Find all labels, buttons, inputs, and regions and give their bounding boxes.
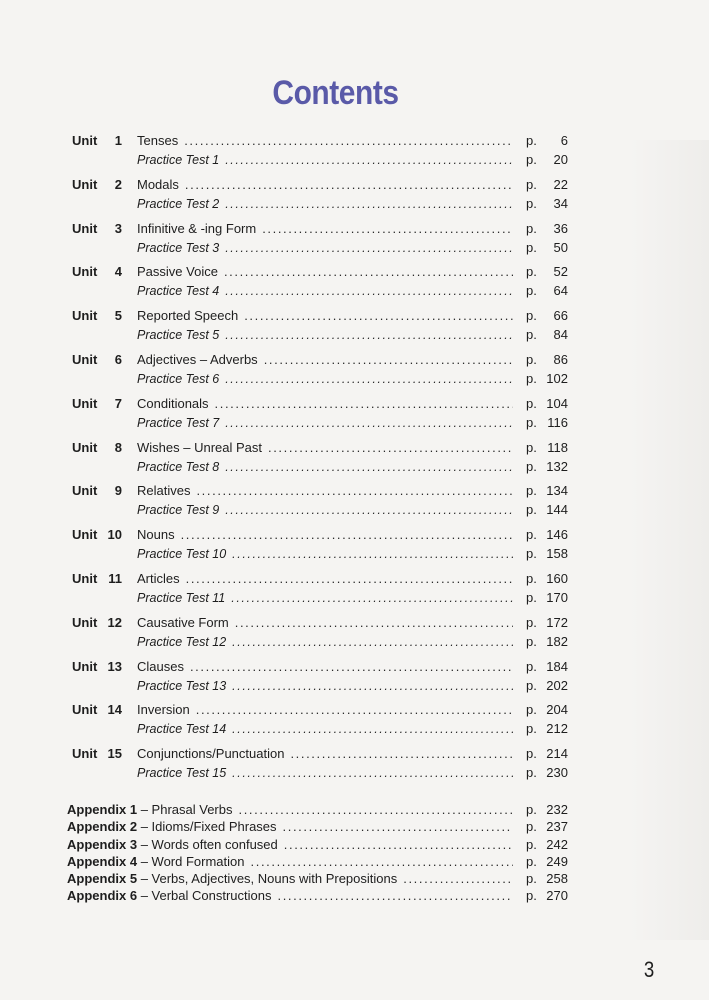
practice-test-line — [0, 151, 709, 169]
unit-entry — [0, 482, 709, 526]
practice-test-title: Practice Test 12 — [137, 634, 227, 649]
practice-test-line — [0, 370, 709, 388]
appendix-link[interactable] — [67, 818, 513, 835]
appendix-page: 270 — [546, 888, 568, 904]
unit-title-link[interactable] — [137, 701, 513, 719]
appendix-link[interactable] — [67, 870, 513, 887]
appendix-title: Idioms/Fixed Phrases — [151, 819, 277, 835]
appendix-separator: – — [137, 836, 152, 852]
appendix-entry — [0, 818, 709, 835]
practice-test-link[interactable] — [137, 545, 513, 563]
unit-line — [0, 263, 709, 281]
page-prefix: p. — [526, 239, 537, 255]
unit-label: Unit — [72, 483, 98, 499]
practice-test-link[interactable] — [137, 239, 513, 257]
practice-test-page: 116 — [547, 414, 568, 430]
dot-leader — [190, 658, 513, 676]
unit-line — [0, 307, 709, 325]
unit-line — [0, 482, 709, 500]
unit-number: 7 — [114, 395, 122, 411]
dot-leader — [278, 887, 514, 904]
unit-line — [0, 570, 709, 588]
page-prefix: p. — [526, 614, 537, 630]
page-prefix: p. — [526, 802, 537, 817]
unit-number: 9 — [114, 483, 122, 499]
practice-test-title: Practice Test 14 — [137, 722, 227, 737]
unit-title-link[interactable] — [137, 745, 513, 763]
page-prefix: p. — [526, 395, 537, 411]
appendix-title: Verbs, Adjectives, Nouns with Prepositions — [151, 871, 398, 887]
appendix-title: Word Formation — [151, 853, 245, 869]
dot-leader — [225, 414, 513, 432]
page-title: Contents — [272, 74, 399, 112]
dot-leader — [225, 195, 513, 213]
practice-test-link[interactable] — [137, 370, 513, 388]
page-number: 3 — [643, 957, 655, 982]
practice-test-line — [0, 720, 709, 738]
appendix-separator: – — [137, 802, 152, 817]
page-prefix: p. — [526, 283, 537, 299]
dot-leader — [225, 239, 513, 257]
appendix-label: Appendix 2 — [67, 819, 138, 835]
appendix-separator: – — [137, 888, 152, 904]
unit-page: 214 — [546, 746, 568, 762]
dot-leader — [225, 501, 513, 519]
unit-label: Unit — [72, 746, 98, 762]
practice-test-line — [0, 677, 709, 695]
practice-test-link[interactable] — [137, 720, 513, 738]
unit-entry — [0, 526, 709, 570]
page-prefix: p. — [526, 414, 537, 430]
unit-label: Unit — [72, 395, 98, 411]
unit-line — [0, 439, 709, 457]
unit-title: Relatives — [137, 483, 191, 499]
unit-title: Articles — [137, 570, 180, 586]
unit-line — [0, 526, 709, 544]
unit-title: Passive Voice — [137, 264, 218, 280]
appendix-separator: – — [137, 819, 152, 835]
dot-leader — [284, 836, 513, 853]
practice-test-link[interactable] — [137, 195, 513, 213]
unit-label: Unit — [72, 614, 98, 630]
practice-test-title: Practice Test 13 — [137, 678, 227, 693]
practice-test-page: 158 — [546, 546, 568, 562]
practice-test-title: Practice Test 4 — [137, 284, 220, 299]
practice-test-line — [0, 589, 709, 607]
practice-test-page: 50 — [553, 239, 568, 255]
unit-title: Infinitive & -ing Form — [137, 220, 257, 236]
dot-leader — [235, 614, 513, 632]
appendix-title: Words often confused — [151, 836, 278, 852]
page-prefix: p. — [526, 133, 537, 148]
practice-test-page: 64 — [553, 283, 568, 299]
practice-test-line — [0, 282, 709, 300]
unit-title: Clauses — [137, 658, 184, 674]
dot-leader — [215, 395, 513, 413]
unit-number: 10 — [107, 527, 122, 543]
page-prefix: p. — [526, 677, 537, 693]
practice-test-line — [0, 195, 709, 213]
unit-page: 6 — [560, 133, 568, 148]
practice-test-title: Practice Test 15 — [137, 766, 227, 781]
unit-number: 11 — [108, 570, 122, 586]
practice-test-title: Practice Test 3 — [137, 240, 220, 255]
practice-test-page: 212 — [546, 721, 568, 737]
appendix-entry — [0, 887, 709, 904]
appendix-list — [0, 801, 709, 905]
unit-title-link[interactable] — [137, 351, 513, 369]
unit-title-link[interactable] — [137, 482, 513, 500]
practice-test-link[interactable] — [137, 151, 513, 169]
unit-entry — [0, 176, 709, 220]
unit-line — [0, 176, 709, 194]
page-prefix: p. — [526, 176, 537, 192]
unit-title-link[interactable] — [137, 614, 513, 632]
unit-title-link[interactable] — [137, 132, 513, 150]
dot-leader — [225, 151, 513, 169]
unit-title-link[interactable] — [137, 439, 513, 457]
unit-label: Unit — [72, 527, 98, 543]
page-prefix: p. — [526, 502, 537, 518]
unit-entry — [0, 220, 709, 264]
page-prefix: p. — [526, 483, 537, 499]
unit-title: Adjectives – Adverbs — [137, 351, 258, 367]
practice-test-link[interactable] — [137, 501, 513, 519]
dot-leader — [264, 351, 513, 369]
practice-test-page: 102 — [546, 370, 568, 386]
units-list — [0, 132, 709, 789]
practice-test-page: 202 — [546, 677, 568, 693]
appendix-entry — [0, 870, 709, 887]
unit-title-link[interactable] — [137, 526, 513, 544]
page-prefix: p. — [526, 458, 537, 474]
dot-leader — [184, 132, 513, 150]
dot-leader — [262, 220, 513, 238]
appendix-entry — [0, 853, 709, 870]
unit-entry — [0, 439, 709, 483]
appendix-separator: – — [137, 853, 152, 869]
unit-page: 104 — [546, 395, 568, 411]
unit-entry — [0, 132, 709, 176]
unit-page: 118 — [547, 439, 568, 455]
practice-test-link[interactable] — [137, 633, 513, 651]
unit-number: 5 — [114, 308, 122, 324]
unit-line — [0, 351, 709, 369]
appendix-page: 249 — [546, 853, 568, 869]
page-prefix: p. — [526, 702, 537, 718]
unit-entry — [0, 614, 709, 658]
unit-label: Unit — [72, 658, 98, 674]
practice-test-link[interactable] — [137, 326, 513, 344]
dot-leader — [225, 458, 513, 476]
unit-line — [0, 745, 709, 763]
unit-page: 36 — [553, 220, 568, 236]
practice-test-line — [0, 458, 709, 476]
practice-test-line — [0, 326, 709, 344]
dot-leader — [290, 745, 513, 763]
unit-label: Unit — [72, 264, 98, 280]
practice-test-title: Practice Test 5 — [137, 328, 220, 343]
practice-test-page: 144 — [546, 502, 568, 518]
practice-test-page: 34 — [553, 195, 568, 211]
page-prefix: p. — [526, 351, 537, 367]
unit-number: 14 — [107, 702, 122, 718]
unit-label: Unit — [72, 439, 98, 455]
dot-leader — [268, 439, 513, 457]
unit-title-link[interactable] — [137, 570, 513, 588]
page-prefix: p. — [526, 439, 537, 455]
practice-test-line — [0, 414, 709, 432]
practice-test-page: 170 — [546, 589, 568, 605]
page-prefix: p. — [526, 853, 537, 869]
unit-number: 3 — [114, 220, 122, 236]
unit-entry — [0, 263, 709, 307]
unit-title: Conjunctions/Punctuation — [137, 746, 285, 762]
unit-entry — [0, 701, 709, 745]
appendix-title: Phrasal Verbs — [151, 802, 233, 817]
practice-test-link[interactable] — [137, 414, 513, 432]
unit-number: 12 — [107, 614, 122, 630]
page-prefix: p. — [526, 819, 537, 835]
unit-number: 1 — [114, 133, 122, 148]
unit-title: Reported Speech — [137, 308, 239, 324]
practice-test-page: 84 — [553, 327, 568, 343]
dot-leader — [225, 370, 513, 388]
unit-number: 8 — [114, 439, 122, 455]
unit-page: 66 — [553, 308, 568, 324]
practice-test-page: 230 — [546, 765, 568, 781]
page-prefix: p. — [526, 589, 537, 605]
unit-line — [0, 220, 709, 238]
unit-page: 160 — [546, 570, 568, 586]
unit-page: 86 — [553, 351, 568, 367]
dot-leader — [403, 870, 513, 887]
unit-line — [0, 658, 709, 676]
dot-leader — [232, 764, 513, 782]
page-prefix: p. — [526, 721, 537, 737]
dot-leader — [232, 633, 513, 651]
dot-leader — [185, 176, 513, 194]
unit-page: 134 — [546, 483, 568, 499]
page-prefix: p. — [526, 746, 537, 762]
unit-entry — [0, 570, 709, 614]
practice-test-line — [0, 239, 709, 257]
appendix-link[interactable] — [67, 887, 513, 904]
dot-leader — [196, 482, 513, 500]
dot-leader — [232, 677, 513, 695]
practice-test-line — [0, 764, 709, 782]
appendix-separator: – — [137, 871, 152, 887]
dot-leader — [244, 307, 513, 325]
unit-title: Conditionals — [137, 395, 209, 411]
unit-number: 13 — [107, 658, 122, 674]
unit-line — [0, 614, 709, 632]
unit-entry — [0, 745, 709, 789]
page-prefix: p. — [526, 195, 537, 211]
appendix-page: 237 — [546, 819, 568, 835]
dot-leader — [225, 326, 513, 344]
unit-number: 15 — [107, 746, 122, 762]
unit-line — [0, 395, 709, 413]
unit-entry — [0, 351, 709, 395]
unit-title-link[interactable] — [137, 395, 513, 413]
appendix-label: Appendix 4 — [67, 853, 138, 869]
unit-title: Causative Form — [137, 614, 229, 630]
practice-test-page: 20 — [553, 152, 568, 167]
unit-entry — [0, 395, 709, 439]
unit-label: Unit — [72, 570, 98, 586]
unit-label: Unit — [72, 220, 98, 236]
unit-page: 52 — [553, 264, 568, 280]
practice-test-title: Practice Test 7 — [137, 415, 220, 430]
page-prefix: p. — [526, 570, 537, 586]
unit-entry — [0, 658, 709, 702]
appendix-label: Appendix 6 — [67, 888, 138, 904]
appendix-link[interactable] — [67, 836, 513, 853]
practice-test-link[interactable] — [137, 677, 513, 695]
appendix-entry — [0, 801, 709, 818]
unit-number: 4 — [114, 264, 122, 280]
appendix-link[interactable] — [67, 853, 513, 870]
page-prefix: p. — [526, 658, 537, 674]
unit-title-link[interactable] — [137, 307, 513, 325]
dot-leader — [238, 801, 513, 818]
practice-test-line — [0, 501, 709, 519]
dot-leader — [231, 589, 513, 607]
dot-leader — [181, 526, 513, 544]
unit-title: Wishes – Unreal Past — [137, 439, 262, 455]
unit-page: 22 — [553, 176, 568, 192]
dot-leader — [224, 263, 513, 281]
unit-page: 146 — [546, 527, 568, 543]
practice-test-link[interactable] — [137, 764, 513, 782]
page-prefix: p. — [526, 633, 537, 649]
practice-test-title: Practice Test 11 — [137, 590, 226, 605]
unit-label: Unit — [72, 702, 98, 718]
appendix-page: 232 — [546, 802, 568, 817]
practice-test-link[interactable] — [137, 589, 513, 607]
page-prefix: p. — [526, 527, 537, 543]
page-prefix: p. — [526, 220, 537, 236]
unit-label: Unit — [72, 308, 98, 324]
page-prefix: p. — [526, 888, 537, 904]
unit-title-link[interactable] — [137, 220, 513, 238]
page-prefix: p. — [526, 308, 537, 324]
appendix-label: Appendix 5 — [67, 871, 138, 887]
appendix-entry — [0, 836, 709, 853]
practice-test-page: 132 — [546, 458, 568, 474]
page-prefix: p. — [526, 152, 537, 167]
unit-page: 204 — [546, 702, 568, 718]
dot-leader — [186, 570, 513, 588]
practice-test-link[interactable] — [137, 282, 513, 300]
page-prefix: p. — [526, 327, 537, 343]
dot-leader — [196, 701, 513, 719]
page-prefix: p. — [526, 546, 537, 562]
practice-test-link[interactable] — [137, 458, 513, 476]
unit-line — [0, 701, 709, 719]
page-prefix: p. — [526, 871, 537, 887]
practice-test-title: Practice Test 10 — [137, 547, 227, 562]
practice-test-title: Practice Test 1 — [137, 153, 220, 167]
unit-label: Unit — [72, 176, 98, 192]
dot-leader — [225, 282, 513, 300]
unit-title: Nouns — [137, 527, 175, 543]
unit-title-link[interactable] — [137, 176, 513, 194]
appendix-label: Appendix 1 — [67, 802, 138, 817]
unit-title: Modals — [137, 176, 179, 192]
unit-title: Tenses — [137, 133, 179, 148]
unit-page: 184 — [546, 658, 568, 674]
appendix-link[interactable] — [67, 801, 513, 818]
unit-entry — [0, 307, 709, 351]
unit-label: Unit — [72, 133, 98, 148]
dot-leader — [232, 545, 513, 563]
practice-test-line — [0, 545, 709, 563]
appendix-page: 258 — [546, 871, 568, 887]
unit-number: 2 — [114, 176, 122, 192]
unit-page: 172 — [546, 614, 568, 630]
dot-leader — [232, 720, 513, 738]
unit-number: 6 — [114, 351, 122, 367]
unit-label: Unit — [72, 351, 98, 367]
page-prefix: p. — [526, 370, 537, 386]
page-prefix: p. — [526, 765, 537, 781]
practice-test-title: Practice Test 2 — [137, 196, 220, 211]
practice-test-title: Practice Test 6 — [137, 371, 220, 386]
appendix-label: Appendix 3 — [67, 836, 138, 852]
practice-test-title: Practice Test 9 — [137, 503, 220, 518]
unit-line — [0, 132, 709, 150]
practice-test-page: 182 — [546, 633, 568, 649]
appendix-page: 242 — [546, 836, 568, 852]
practice-test-title: Practice Test 8 — [137, 459, 220, 474]
page-prefix: p. — [526, 836, 537, 852]
page-prefix: p. — [526, 264, 537, 280]
unit-title-link[interactable] — [137, 263, 513, 281]
unit-title-link[interactable] — [137, 658, 513, 676]
unit-title: Inversion — [137, 702, 190, 718]
dot-leader — [283, 818, 513, 835]
practice-test-line — [0, 633, 709, 651]
dot-leader — [251, 853, 513, 870]
appendix-title: Verbal Constructions — [151, 888, 272, 904]
